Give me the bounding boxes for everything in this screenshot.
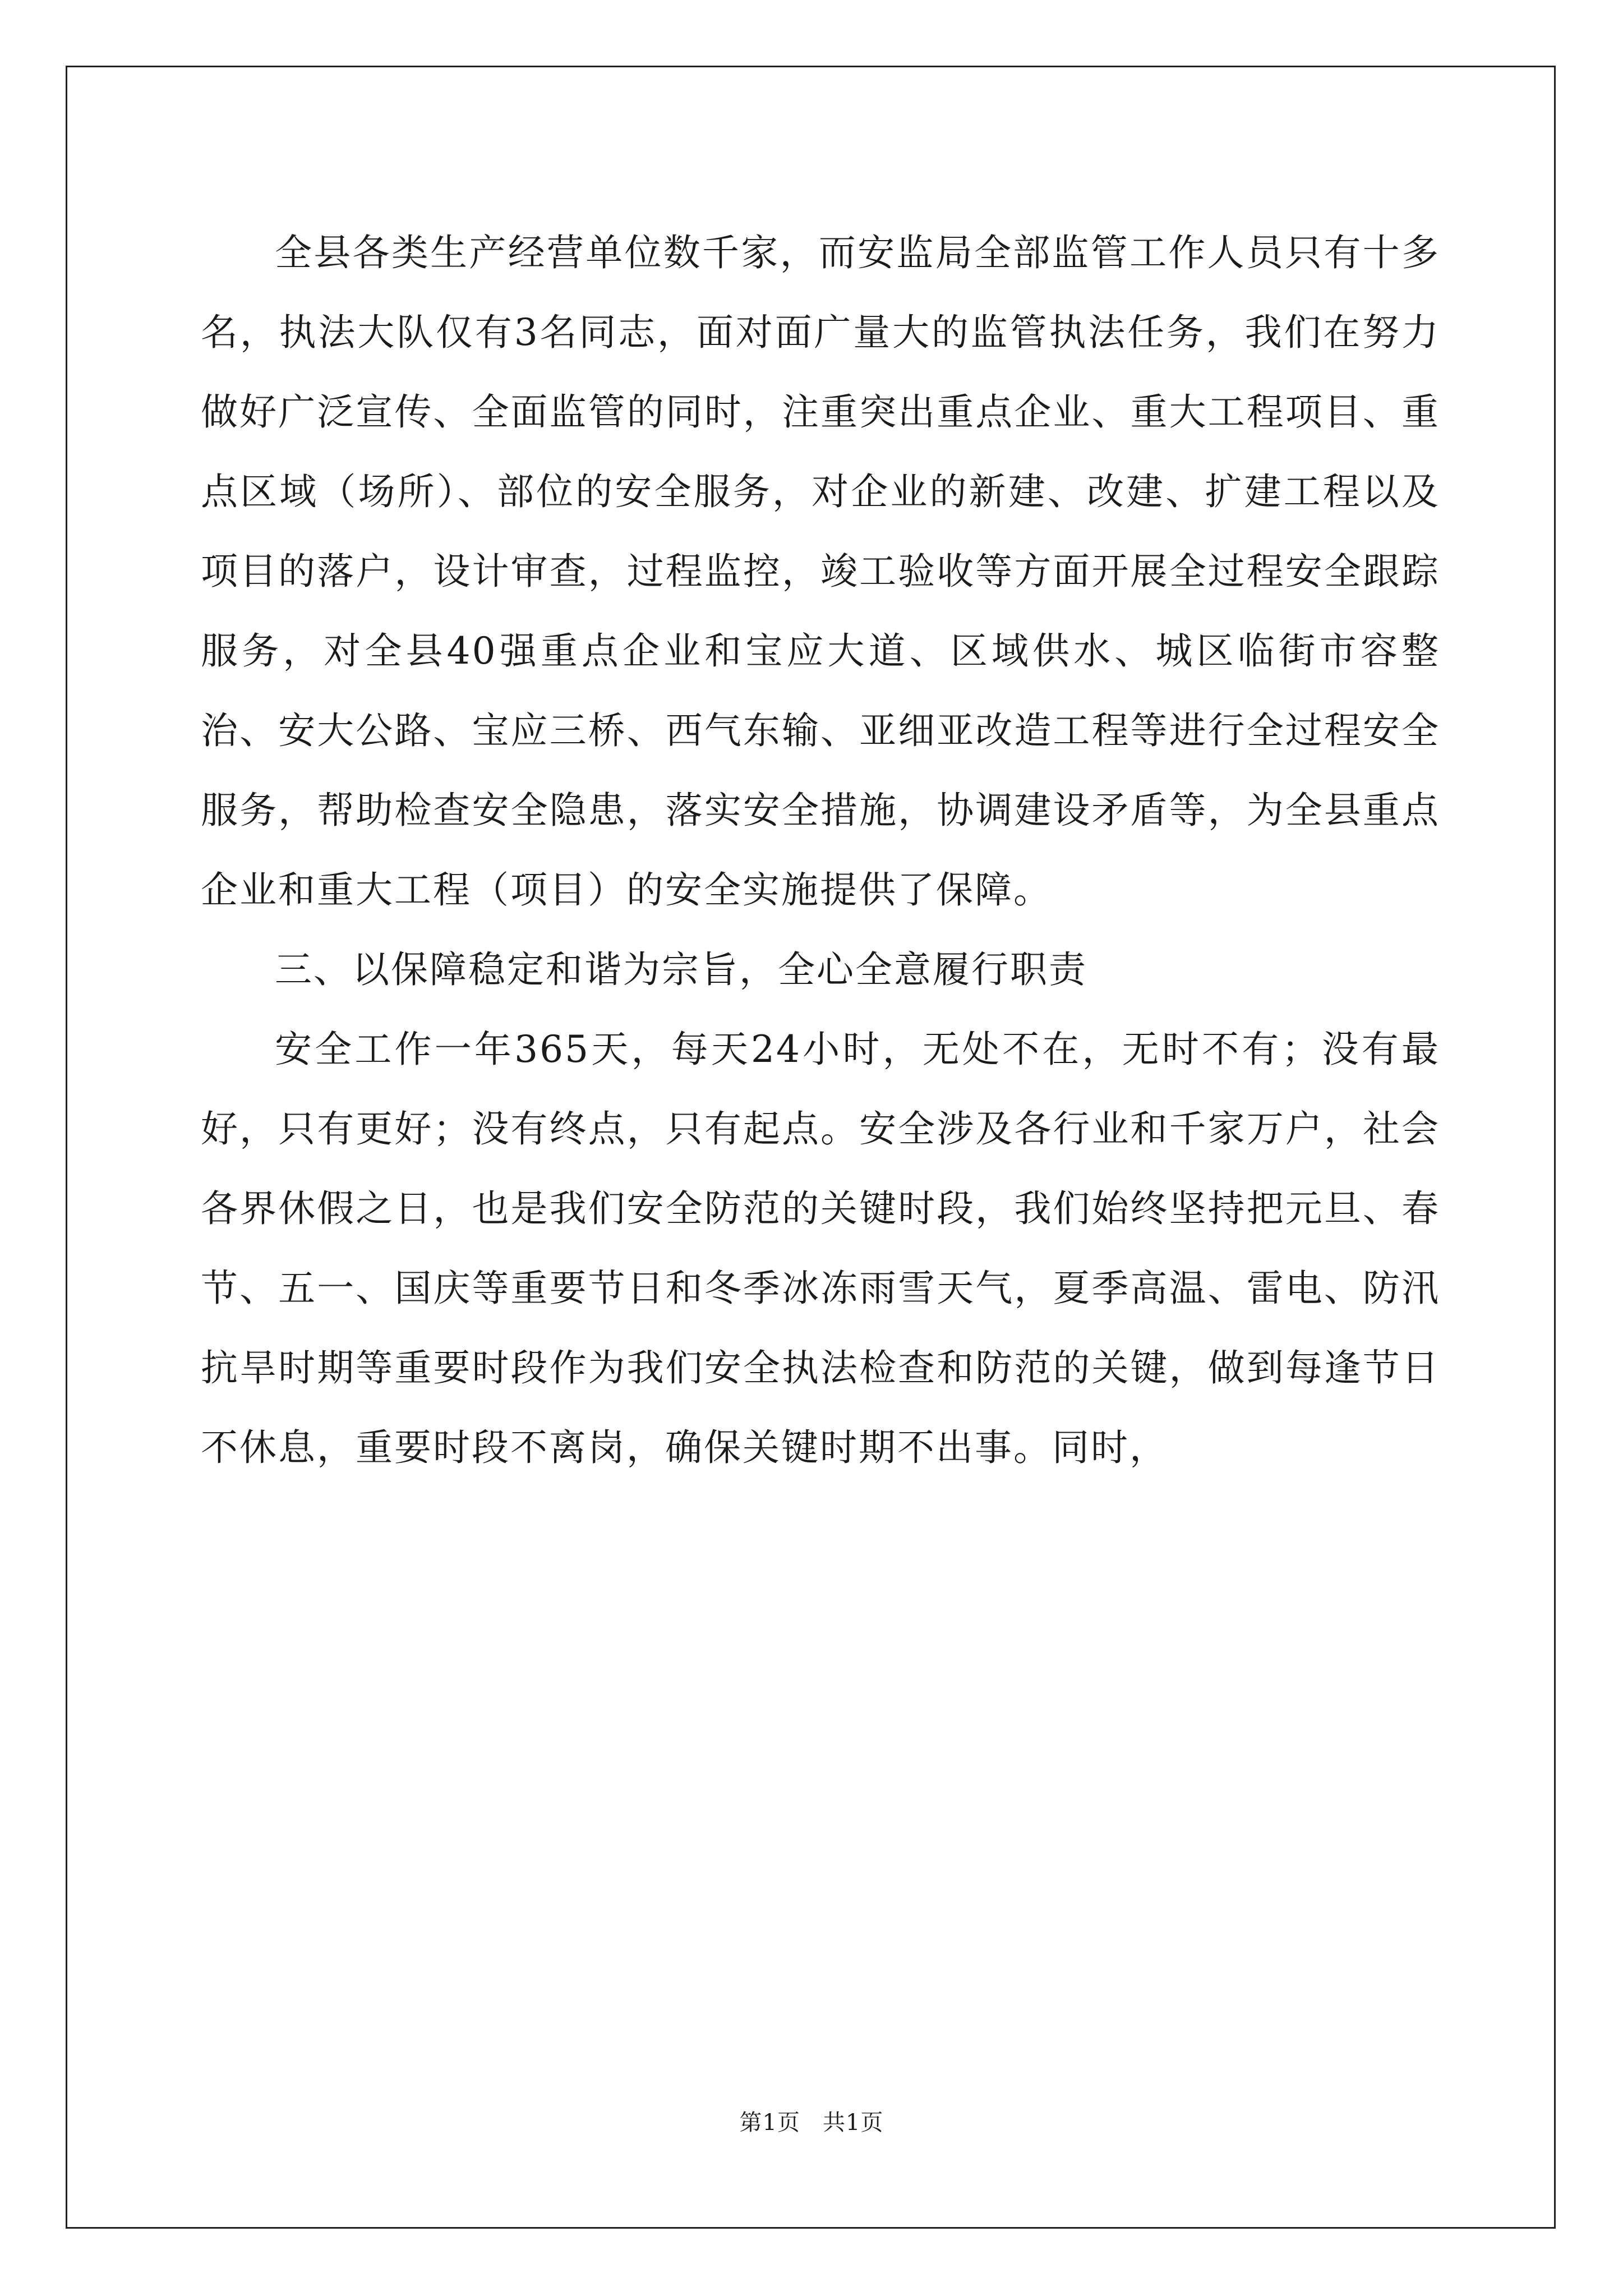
section-heading: 三、以保障稳定和谐为宗旨，全心全意履行职责 [275,948,1087,991]
paragraph-1: 全县各类生产经营单位数千家，而安监局全部监管工作人员只有十多名，执法大队仅有3名同志，面对面广量大的监管执法任务，我们在努力做好广泛宣传、全面监管的同时，注重突出重点企业、重大工程项目、重点区域（场所）、部位的安全服务，对企业的新建、改建、扩建工程以及项目的落户，设计审查，过程监控，竣工验收等方面开展全过程安全跟踪服务，对全县40强重点企业和宝应大道、区域供水、城区临街市容整治、安大公路、宝应三桥、西气东输、亚细亚改造工程等进行全过程安全服务，帮助检查安全隐患，落实安全措施，协调建设矛盾等，为全县重点企业和重大工程（项目）的安全实施提供了保障。 [201,231,1440,912]
page-number: 第1页 [739,2110,800,2136]
paragraph-2: 安全工作一年365天，每天24小时，无处不在，无时不有；没有最好，只有更好；没有终点，只有起点。安全涉及各行业和千家万户，社会各界休假之日，也是我们安全防范的关键时段，我们始终坚持把元旦、春节、五一、国庆等重要节日和冬季冰冻雨雪天气，夏季高温、雷电、防汛抗旱时期等重要时段作为我们安全执法检查和防范的关键，做到每逢节日不休息，重要时段不离岗，确保关键时期不出事。同时， [201,1028,1440,1469]
page-footer [0,2105,1623,2137]
page-total: 共1页 [823,2110,884,2136]
document-body [201,213,1440,1488]
